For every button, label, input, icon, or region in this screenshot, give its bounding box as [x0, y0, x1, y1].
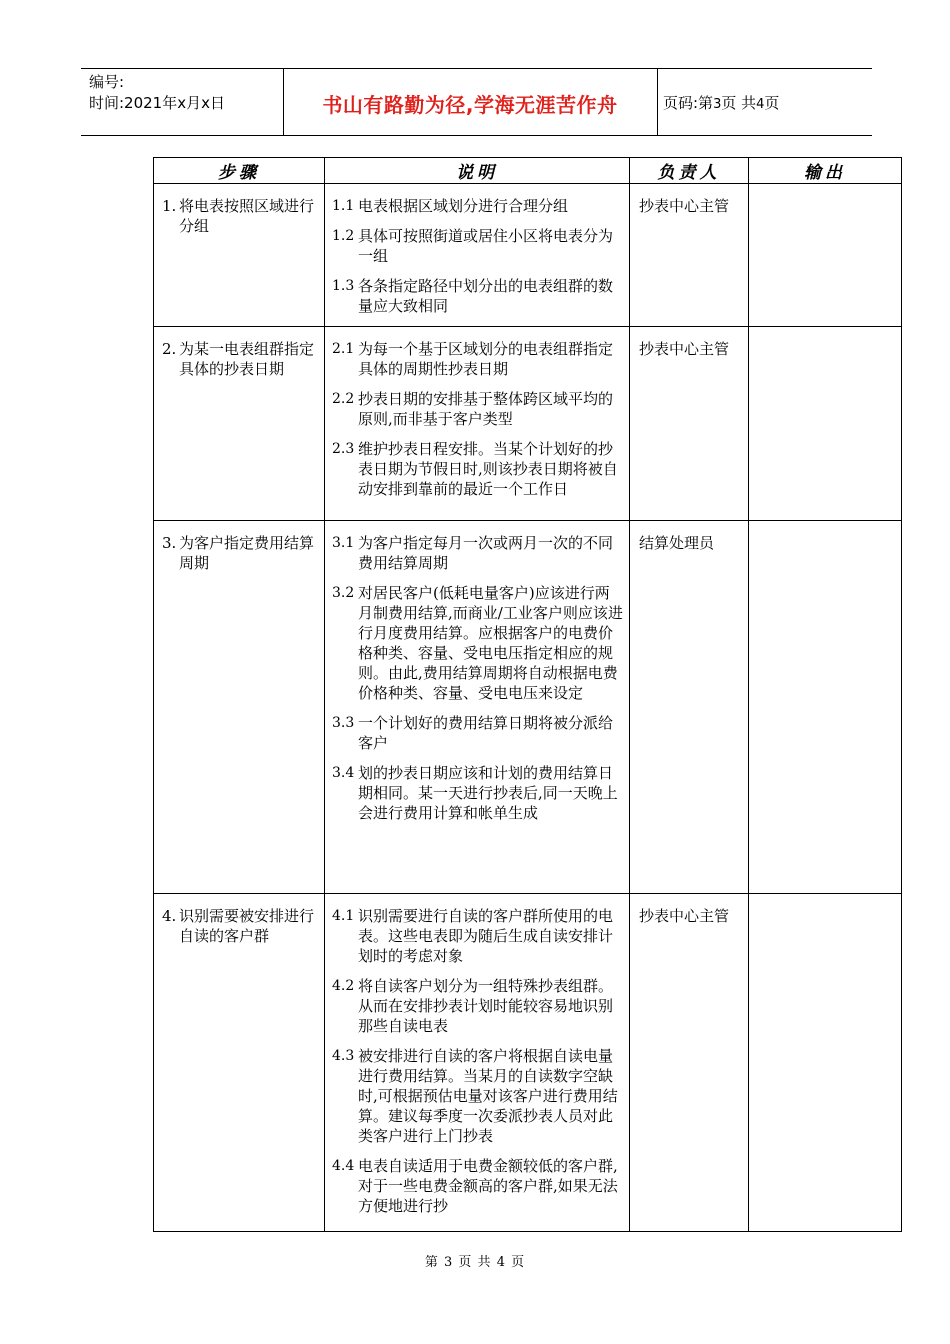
header-date-label: 时间:2021年x月x日 [89, 94, 225, 112]
item-text: 为客户指定每月一次或两月一次的不同费用结算周期 [358, 534, 614, 572]
page-mid: 页 共 [721, 94, 757, 112]
description-item [332, 196, 623, 216]
description-item [332, 276, 623, 316]
column-header-owner: 负责人 [630, 158, 749, 184]
column-header-output: 输出 [749, 158, 902, 184]
page-label: 页码:第 [663, 94, 714, 112]
owner-cell [630, 327, 749, 521]
table-row [154, 327, 902, 521]
item-text: 划的抄表日期应该和计划的费用结算日期相同。某一天进行抄表后,同一天晚上会进行费用计算和帐单生成 [358, 764, 618, 822]
item-number: 2.2 [332, 391, 355, 407]
column-header-step: 步骤 [154, 158, 325, 184]
item-text: 抄表日期的安排基于整体跨区域平均的原则,而非基于客户类型 [358, 390, 614, 428]
step-text: 识别需要被安排进行自读的客户群 [179, 907, 315, 945]
page-total: 4 [756, 97, 765, 112]
owner-cell [630, 894, 749, 1232]
page-end: 页 [764, 94, 780, 112]
item-text: 识别需要进行自读的客户群所使用的电表。这些电表即为随后生成自读安排计划时的考虑对象 [358, 907, 614, 965]
item-number: 4.4 [332, 1158, 355, 1174]
header-page-info [663, 92, 779, 113]
table-row [154, 521, 902, 894]
header-motto: 书山有路勤为径,学海无涯苦作舟 [322, 93, 618, 117]
description-item [332, 763, 623, 823]
item-text: 电表自读适用于电费金额较低的客户群,对于一些电费金额高的客户群,如果无法方便地进行抄 [358, 1157, 618, 1215]
step-number: 2. [162, 340, 177, 358]
item-text: 电表根据区域划分进行合理分组 [358, 197, 569, 215]
description-item [332, 906, 623, 966]
table-header-row [154, 158, 902, 184]
owner-text: 抄表中心主管 [639, 197, 730, 215]
process-table [153, 157, 902, 1232]
item-text: 将自读客户划分为一组特殊抄表组群。从而在安排抄表计划时能较容易地识别那些自读电表 [358, 977, 614, 1035]
header-meta [89, 72, 225, 114]
item-number: 4.2 [332, 978, 355, 994]
description-cell [325, 521, 630, 894]
item-number: 3.3 [332, 715, 355, 731]
table-row [154, 184, 902, 327]
item-number: 2.1 [332, 341, 355, 357]
item-text: 具体可按照街道或居住小区将电表分为一组 [358, 227, 614, 265]
step-text: 将电表按照区域进行分组 [179, 197, 315, 235]
table-row [154, 894, 902, 1232]
description-cell [325, 894, 630, 1232]
owner-cell [630, 521, 749, 894]
step-cell [154, 327, 325, 521]
owner-text: 结算处理员 [639, 534, 715, 552]
item-number: 3.2 [332, 585, 355, 601]
item-text: 被安排进行自读的客户将根据自读电量进行费用结算。当某月的自读数字空缺时,可根据预估电量对该客户进行费用结算。建议每季度一次委派抄表人员对此类客户进行上门抄表 [358, 1047, 618, 1145]
item-number: 4.1 [332, 908, 355, 924]
column-header-description: 说明 [325, 158, 630, 184]
item-number: 1.1 [332, 198, 355, 214]
output-cell [749, 521, 902, 894]
page-footer: 第 3 页 共 4 页 [424, 1255, 526, 1270]
item-number: 2.3 [332, 441, 355, 457]
description-item [332, 533, 623, 573]
header-number-label: 编号: [89, 73, 125, 91]
page-header [81, 68, 872, 136]
owner-text: 抄表中心主管 [639, 340, 730, 358]
step-cell [154, 184, 325, 327]
description-item [332, 713, 623, 753]
step-cell [154, 894, 325, 1232]
step-cell [154, 521, 325, 894]
description-item [332, 339, 623, 379]
description-cell [325, 184, 630, 327]
item-number: 1.3 [332, 278, 355, 294]
description-item [332, 1156, 623, 1216]
item-text: 维护抄表日程安排。当某个计划好的抄表日期为节假日时,则该抄表日期将被自动安排到靠前的最近一个工作日 [358, 440, 618, 498]
page-current: 3 [713, 97, 722, 112]
step-number: 1. [162, 197, 177, 215]
description-item [332, 1046, 623, 1146]
description-item [332, 389, 623, 429]
step-text: 为某一电表组群指定具体的抄表日期 [179, 340, 315, 378]
output-cell [749, 184, 902, 327]
item-text: 为每一个基于区域划分的电表组群指定具体的周期性抄表日期 [358, 340, 614, 378]
description-item [332, 226, 623, 266]
description-item [332, 583, 623, 703]
output-cell [749, 327, 902, 521]
output-cell [749, 894, 902, 1232]
step-number: 3. [162, 534, 177, 552]
header-top-rule [81, 68, 872, 69]
header-bottom-rule [81, 135, 872, 136]
item-number: 4.3 [332, 1048, 355, 1064]
item-text: 一个计划好的费用结算日期将被分派给客户 [358, 714, 614, 752]
header-divider-right [657, 68, 658, 136]
item-number: 1.2 [332, 228, 355, 244]
description-cell [325, 327, 630, 521]
description-item [332, 439, 623, 499]
item-number: 3.4 [332, 765, 355, 781]
step-text: 为客户指定费用结算周期 [179, 534, 315, 572]
owner-text: 抄表中心主管 [639, 907, 730, 925]
item-text: 对居民客户(低耗电量客户)应该进行两月制费用结算,而商业/工业客户则应该进行月度费用结算。应根据客户的电费价格种类、容量、受电电压指定相应的规则。由此,费用结算周期将自动根据电费价格种类、容量、受电电压来设定 [358, 584, 623, 702]
item-number: 3.1 [332, 535, 355, 551]
step-number: 4. [162, 907, 177, 925]
owner-cell [630, 184, 749, 327]
item-text: 各条指定路径中划分出的电表组群的数量应大致相同 [358, 277, 614, 315]
description-item [332, 976, 623, 1036]
